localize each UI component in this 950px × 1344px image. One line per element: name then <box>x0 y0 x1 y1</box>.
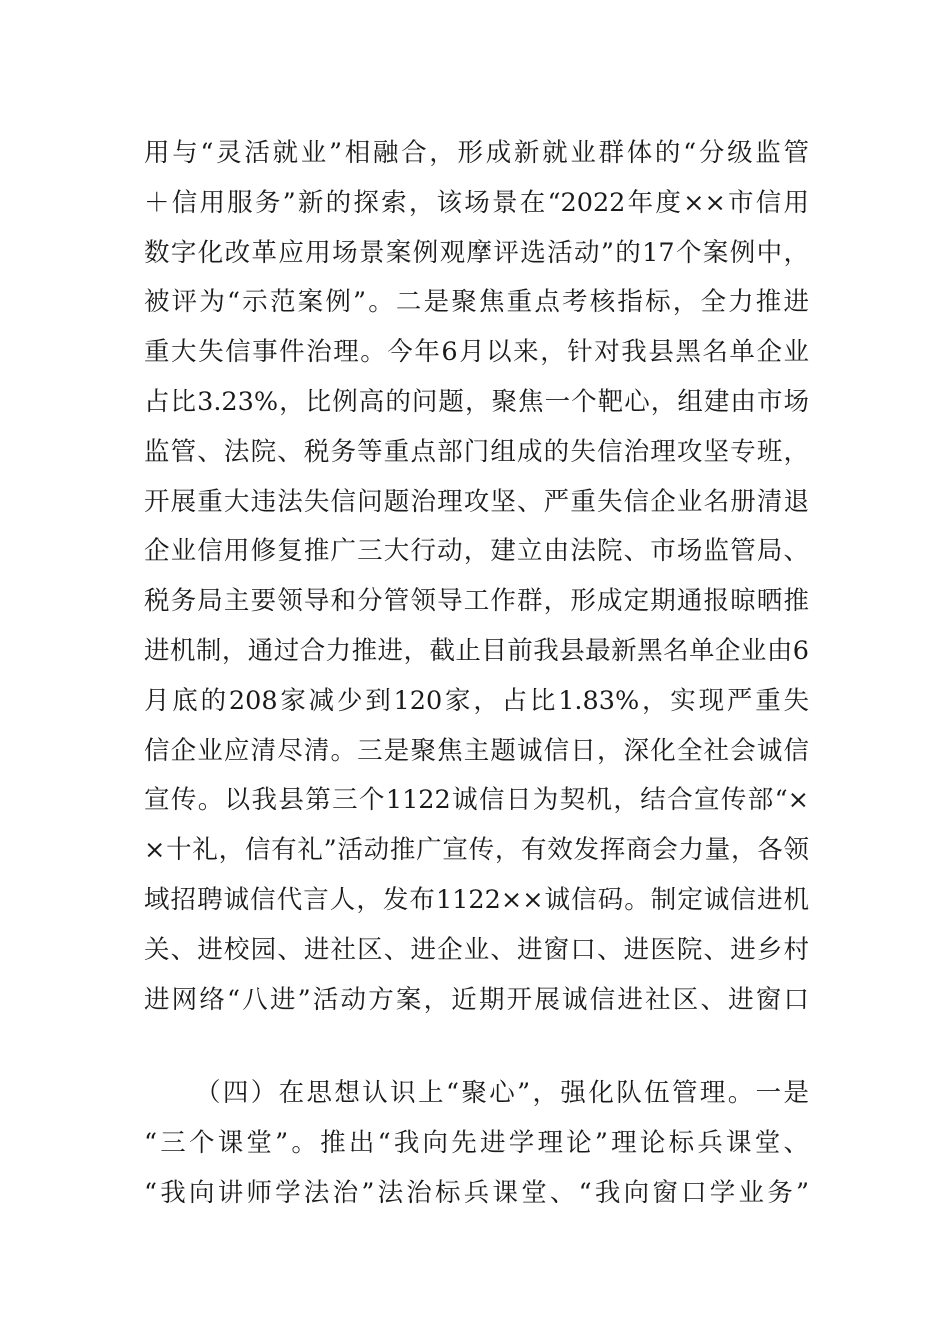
text-line: 开展重大违法失信问题治理攻坚、严重失信企业名册清退 <box>144 486 809 517</box>
text-line: 数字化改革应用场景案例观摩评选活动”的17个案例中， <box>144 237 809 268</box>
text-line: 宣传。以我县第三个1122诚信日为契机，结合宣传部“× <box>144 785 809 816</box>
text-line: 信企业应清尽清。三是聚焦主题诚信日，深化全社会诚信 <box>144 735 809 766</box>
text-line: 占比3.23%，比例高的问题，聚焦一个靶心，组建由市场 <box>144 386 809 417</box>
text-line: 重大失信事件治理。今年6月以来，针对我县黑名单企业 <box>144 337 809 368</box>
text-line: 被评为“示范案例”。二是聚焦重点考核指标，全力推进 <box>144 287 809 318</box>
text-line: 企业信用修复推广三大行动，建立由法院、市场监管局、 <box>144 536 809 567</box>
text-line: “三个课堂”。推出“我向先进学理论”理论标兵课堂、 <box>144 1127 809 1158</box>
text-line: （四）在思想认识上“聚心”，强化队伍管理。一是 <box>195 1078 809 1108</box>
text-line: ×十礼，信有礼”活动推广宣传，有效发挥商会力量，各领 <box>144 835 809 866</box>
text-line: 税务局主要领导和分管领导工作群，形成定期通报晾晒推 <box>144 586 809 617</box>
text-line: “我向讲师学法治”法治标兵课堂、“我向窗口学业务” <box>144 1177 809 1208</box>
text-line: 监管、法院、税务等重点部门组成的失信治理攻坚专班， <box>144 436 809 467</box>
text-line: 月底的208家减少到120家，占比1.83%，实现严重失 <box>144 685 809 716</box>
text-line: 关、进校园、进社区、进企业、进窗口、进医院、进乡村 <box>144 934 809 965</box>
body-paragraph-four <box>144 1069 809 1218</box>
text-line: 用与“灵活就业”相融合，形成新就业群体的“分级监管 <box>144 138 809 168</box>
body-paragraph-continued <box>144 129 809 1025</box>
text-line: ＋信用服务”新的探索，该场景在“2022年度××市信用 <box>144 187 809 218</box>
text-line: 进机制，通过合力推进，截止目前我县最新黑名单企业由6 <box>144 635 809 666</box>
text-line: 域招聘诚信代言人，发布1122××诚信码。制定诚信进机 <box>144 884 809 915</box>
text-line: 进网络“八进”活动方案，近期开展诚信进社区、进窗口 <box>144 984 809 1015</box>
